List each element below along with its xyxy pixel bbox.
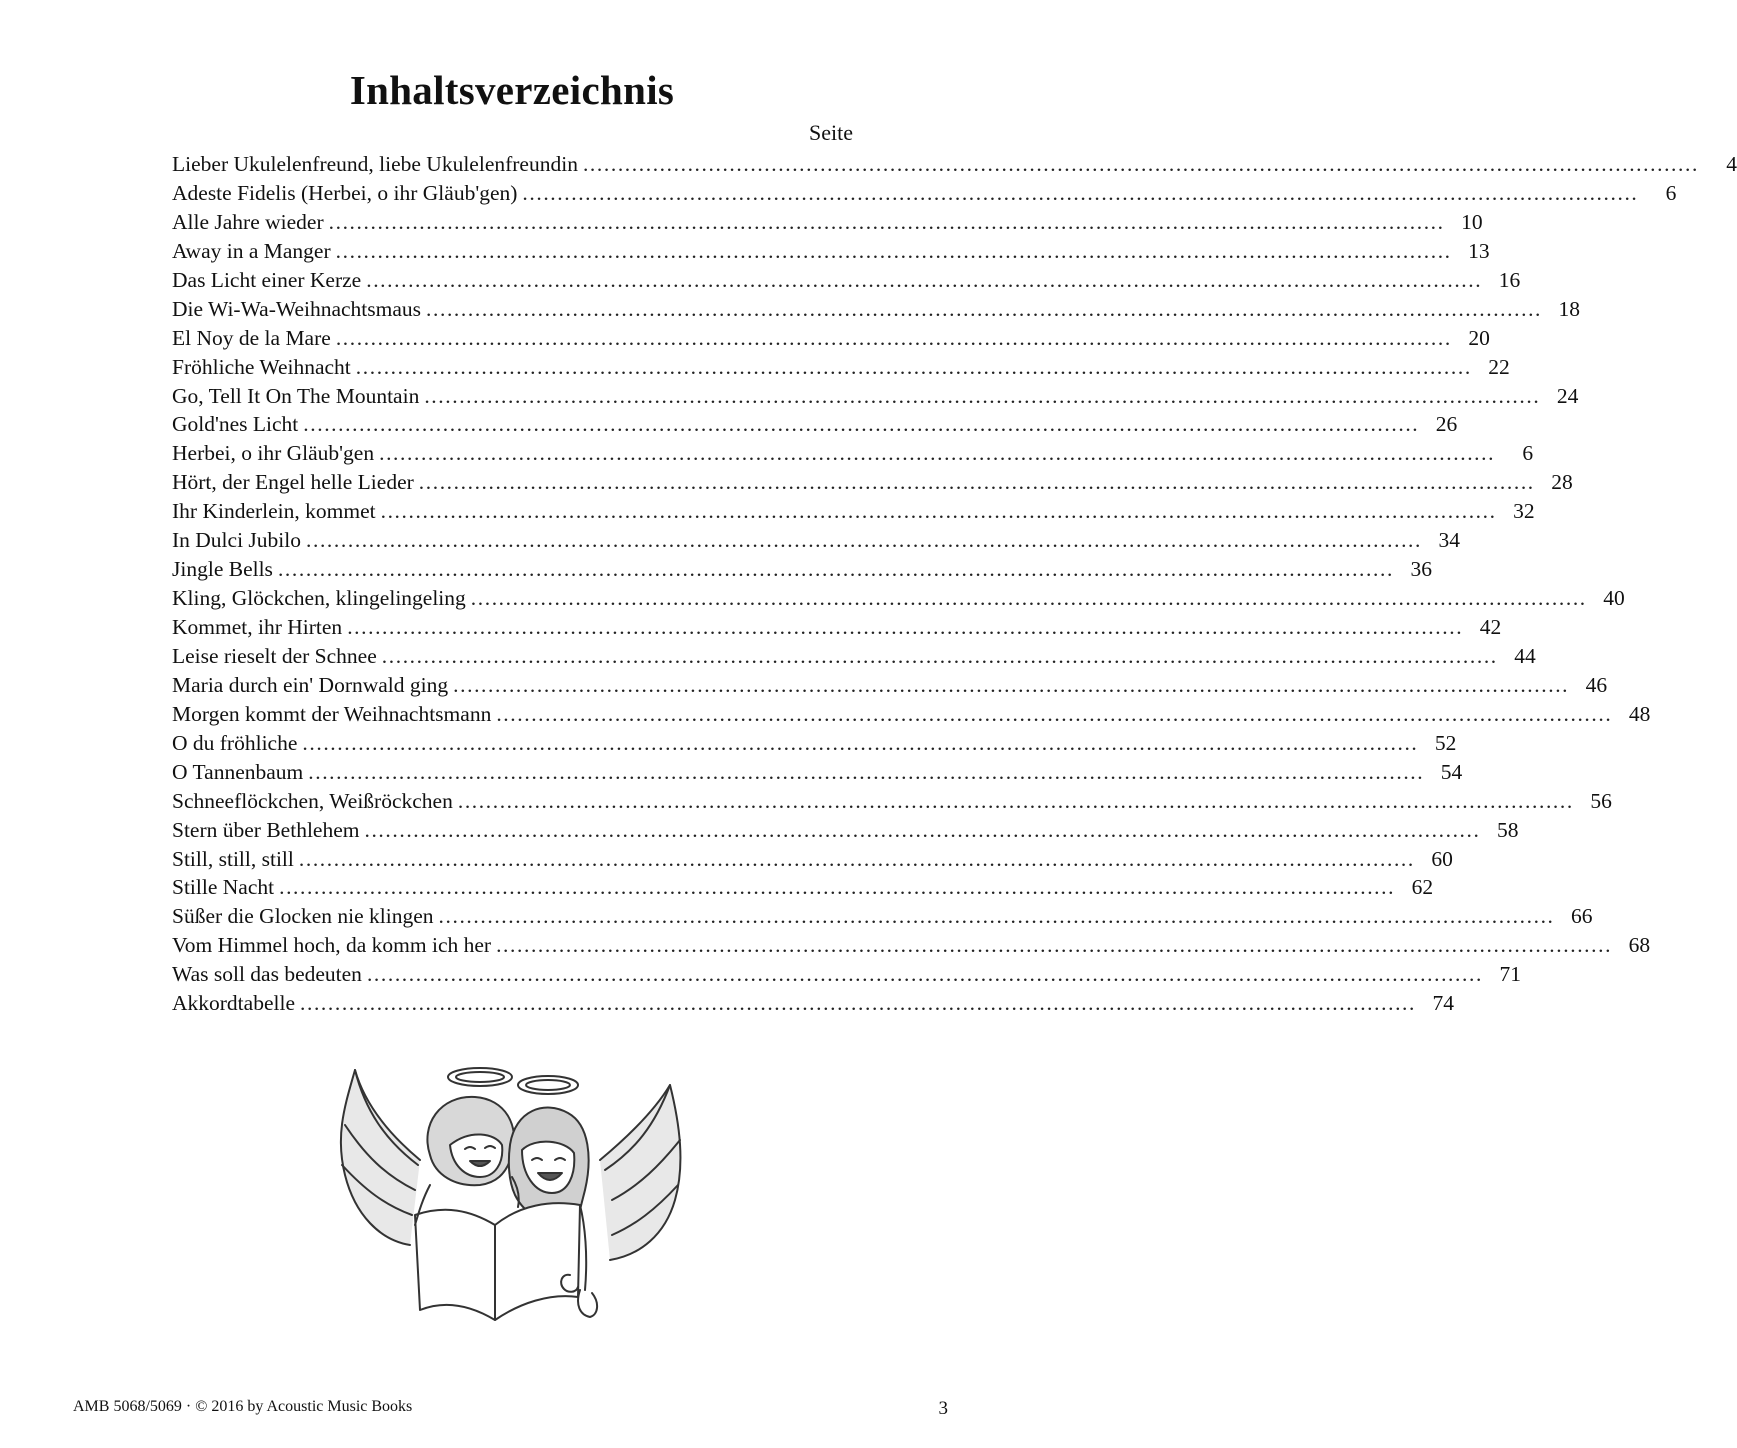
toc-dot-leader: ................................................................................................................................................................ <box>347 615 1464 639</box>
toc-entry-title: Leise rieselt der Schnee <box>172 643 377 668</box>
toc-entry <box>172 296 1581 326</box>
toc-entry-page: 66 <box>1571 904 1593 929</box>
toc-entry <box>172 557 1432 586</box>
toc-entry-title: Was soll das bedeuten <box>172 962 362 987</box>
toc-dot-leader: ................................................................................................................................................................ <box>364 817 1481 842</box>
toc-entry <box>172 788 1612 818</box>
toc-entry-page: 34 <box>1438 528 1460 553</box>
toc-entry-page: 22 <box>1488 354 1510 379</box>
toc-entry-title: Akkordtabelle <box>172 991 295 1016</box>
toc-dot-leader: ................................................................................................................................................................ <box>303 412 1420 437</box>
toc-dot-leader: ................................................................................................................................................................ <box>328 209 1445 234</box>
toc-entry-title: Vom Himmel hoch, da komm ich her <box>172 933 492 958</box>
toc-entry <box>172 904 1593 933</box>
toc-dot-leader: ................................................................................................................................................................ <box>306 528 1422 553</box>
toc-dot-leader: ................................................................................................................................................................ <box>379 441 1496 466</box>
toc-entry-page: 20 <box>1468 325 1490 350</box>
toc-entry-page: 62 <box>1411 875 1434 900</box>
toc-entry-title: O Tannenbaum <box>172 759 304 784</box>
toc-dot-leader: ................................................................................................................................................................ <box>300 991 1416 1016</box>
toc-entry <box>172 875 1434 904</box>
toc-entry <box>172 383 1579 413</box>
toc-entry-title: Das Licht einer Kerze <box>172 267 362 292</box>
toc-entry-title: Kommet, ihr Hirten <box>172 615 343 639</box>
toc-entry-title: Maria durch ein' Dornwald ging <box>172 672 449 697</box>
toc-entry-page: 60 <box>1431 846 1453 871</box>
toc-entry-title: O du fröhliche <box>172 730 298 755</box>
page-column-label: Seite <box>809 120 853 145</box>
toc-entry-page: 16 <box>1498 267 1521 292</box>
toc-dot-leader: ................................................................................................................................................................ <box>335 325 1452 350</box>
toc-entry <box>172 470 1573 499</box>
toc-dot-leader: ................................................................................................................................................................ <box>381 643 1498 668</box>
toc-entry <box>172 759 1463 789</box>
toc-entry-page: 56 <box>1590 788 1612 813</box>
toc-entry-title: Away in a Manger <box>172 238 331 263</box>
toc-dot-leader: ................................................................................................................................................................ <box>366 962 1483 987</box>
toc-entry <box>172 643 1536 673</box>
toc-dot-leader: ................................................................................................................................................................ <box>457 788 1574 813</box>
toc-entry <box>172 267 1521 297</box>
toc-entry-page: 6 <box>1665 180 1677 205</box>
toc-dot-leader: ................................................................................................................................................................ <box>279 875 1396 900</box>
singing-angels-icon <box>330 1065 690 1330</box>
table-of-contents <box>172 152 1737 1020</box>
toc-entry-title: Morgen kommt der Weihnachtsmann <box>172 701 492 726</box>
toc-entry-title: Die Wi-Wa-Weihnachtsmaus <box>172 296 422 321</box>
toc-entry <box>172 528 1460 557</box>
toc-dot-leader: ................................................................................................................................................................ <box>426 296 1543 321</box>
toc-entry <box>172 817 1519 847</box>
toc-entry <box>172 325 1490 355</box>
toc-dot-leader: ................................................................................................................................................................ <box>496 933 1613 958</box>
toc-dot-leader: ................................................................................................................................................................ <box>335 238 1452 263</box>
toc-entry <box>172 238 1490 268</box>
toc-dot-leader: ................................................................................................................................................................ <box>424 383 1541 408</box>
toc-entry-title: Hört, der Engel helle Lieder <box>172 470 414 495</box>
toc-entry-title: Ihr Kinderlein, kommet <box>172 499 376 524</box>
toc-entry <box>172 499 1535 528</box>
toc-dot-leader: ................................................................................................................................................................ <box>470 586 1587 611</box>
toc-entry-page: 18 <box>1558 296 1581 321</box>
toc-entry-title: El Noy de la Mare <box>172 325 331 350</box>
toc-entry <box>172 672 1608 702</box>
toc-entry-title: Adeste Fidelis (Herbei, o ihr Gläub'gen) <box>172 180 518 205</box>
toc-entry-title: Still, still, still <box>172 846 294 871</box>
toc-entry-title: Kling, Glöckchen, klingelingeling <box>172 586 466 611</box>
toc-entry-page: 28 <box>1551 470 1573 495</box>
toc-entry-title: Jingle Bells <box>172 557 273 582</box>
toc-entry-page: 10 <box>1461 209 1483 234</box>
toc-entry-title: Alle Jahre wieder <box>172 209 324 234</box>
toc-entry-title: Schneeflöckchen, Weißröckchen <box>172 788 453 813</box>
toc-entry <box>172 615 1502 644</box>
toc-entry-title: Herbei, o ihr Gläub'gen <box>172 441 375 466</box>
toc-entry <box>172 180 1677 210</box>
toc-entry-page: 36 <box>1410 557 1432 582</box>
toc-entry <box>172 933 1651 962</box>
toc-entry-page: 13 <box>1468 238 1490 263</box>
toc-entry-title: In Dulci Jubilo <box>172 528 301 553</box>
toc-entry-title: Stille Nacht <box>172 875 275 900</box>
toc-entry-title: Stern über Bethlehem <box>172 817 360 842</box>
toc-entry-page: 44 <box>1514 643 1536 668</box>
toc-dot-leader: ................................................................................................................................................................ <box>355 354 1472 379</box>
toc-dot-leader: ................................................................................................................................................................ <box>496 701 1613 726</box>
toc-entry-title: Go, Tell It On The Mountain <box>172 383 420 408</box>
toc-entry-page: 40 <box>1603 586 1625 611</box>
toc-entry <box>172 730 1457 760</box>
toc-dot-leader: ................................................................................................................................................................ <box>308 759 1425 784</box>
toc-entry-title: Fröhliche Weihnacht <box>172 354 351 379</box>
toc-entry <box>172 701 1651 731</box>
toc-entry-page: 71 <box>1499 962 1521 987</box>
toc-dot-leader: ................................................................................................................................................................ <box>418 470 1535 495</box>
toc-entry <box>172 586 1625 615</box>
toc-entry <box>172 209 1483 239</box>
toc-entry <box>172 354 1510 384</box>
toc-entry-page: 26 <box>1435 412 1458 437</box>
toc-dot-leader: ................................................................................................................................................................ <box>453 672 1570 697</box>
toc-entry-page: 74 <box>1432 991 1454 1016</box>
toc-dot-leader: ................................................................................................................................................................ <box>298 846 1415 871</box>
toc-entry-title: Lieber Ukulelenfreund, liebe Ukulelenfreundin <box>172 152 578 176</box>
page-number: 3 <box>938 1398 948 1419</box>
toc-entry-page: 42 <box>1479 615 1502 639</box>
toc-entry <box>172 441 1534 470</box>
footer-copyright: AMB 5068/5069 · © 2016 by Acoustic Music Books <box>73 1398 413 1415</box>
toc-dot-leader: ................................................................................................................................................................ <box>582 152 1699 176</box>
toc-dot-leader: ................................................................................................................................................................ <box>380 499 1497 524</box>
toc-entry-page: 24 <box>1556 383 1579 408</box>
toc-entry-page: 52 <box>1434 730 1457 755</box>
toc-dot-leader: ................................................................................................................................................................ <box>366 267 1483 292</box>
toc-entry-title: Gold'nes Licht <box>172 412 299 437</box>
toc-entry-page: 48 <box>1628 701 1651 726</box>
toc-dot-leader: ................................................................................................................................................................ <box>522 180 1639 205</box>
toc-entry-page: 4 <box>1726 152 1737 176</box>
toc-entry <box>172 962 1521 991</box>
toc-dot-leader: ................................................................................................................................................................ <box>302 730 1419 755</box>
toc-entry-page: 58 <box>1496 817 1519 842</box>
toc-entry <box>172 846 1453 876</box>
toc-entry-page: 46 <box>1585 672 1608 697</box>
toc-entry <box>172 412 1458 441</box>
toc-dot-leader: ................................................................................................................................................................ <box>438 904 1555 929</box>
toc-entry-title: Süßer die Glocken nie klingen <box>172 904 434 929</box>
toc-dot-leader: ................................................................................................................................................................ <box>277 557 1394 582</box>
toc-entry-page: 54 <box>1440 759 1463 784</box>
toc-entry-page: 68 <box>1628 933 1651 958</box>
toc-entry <box>172 152 1737 181</box>
toc-entry-page: 6 <box>1522 441 1534 466</box>
toc-entry-page: 32 <box>1513 499 1535 524</box>
page-title: Inhaltsverzeichnis <box>349 67 675 113</box>
toc-entry <box>172 991 1454 1020</box>
